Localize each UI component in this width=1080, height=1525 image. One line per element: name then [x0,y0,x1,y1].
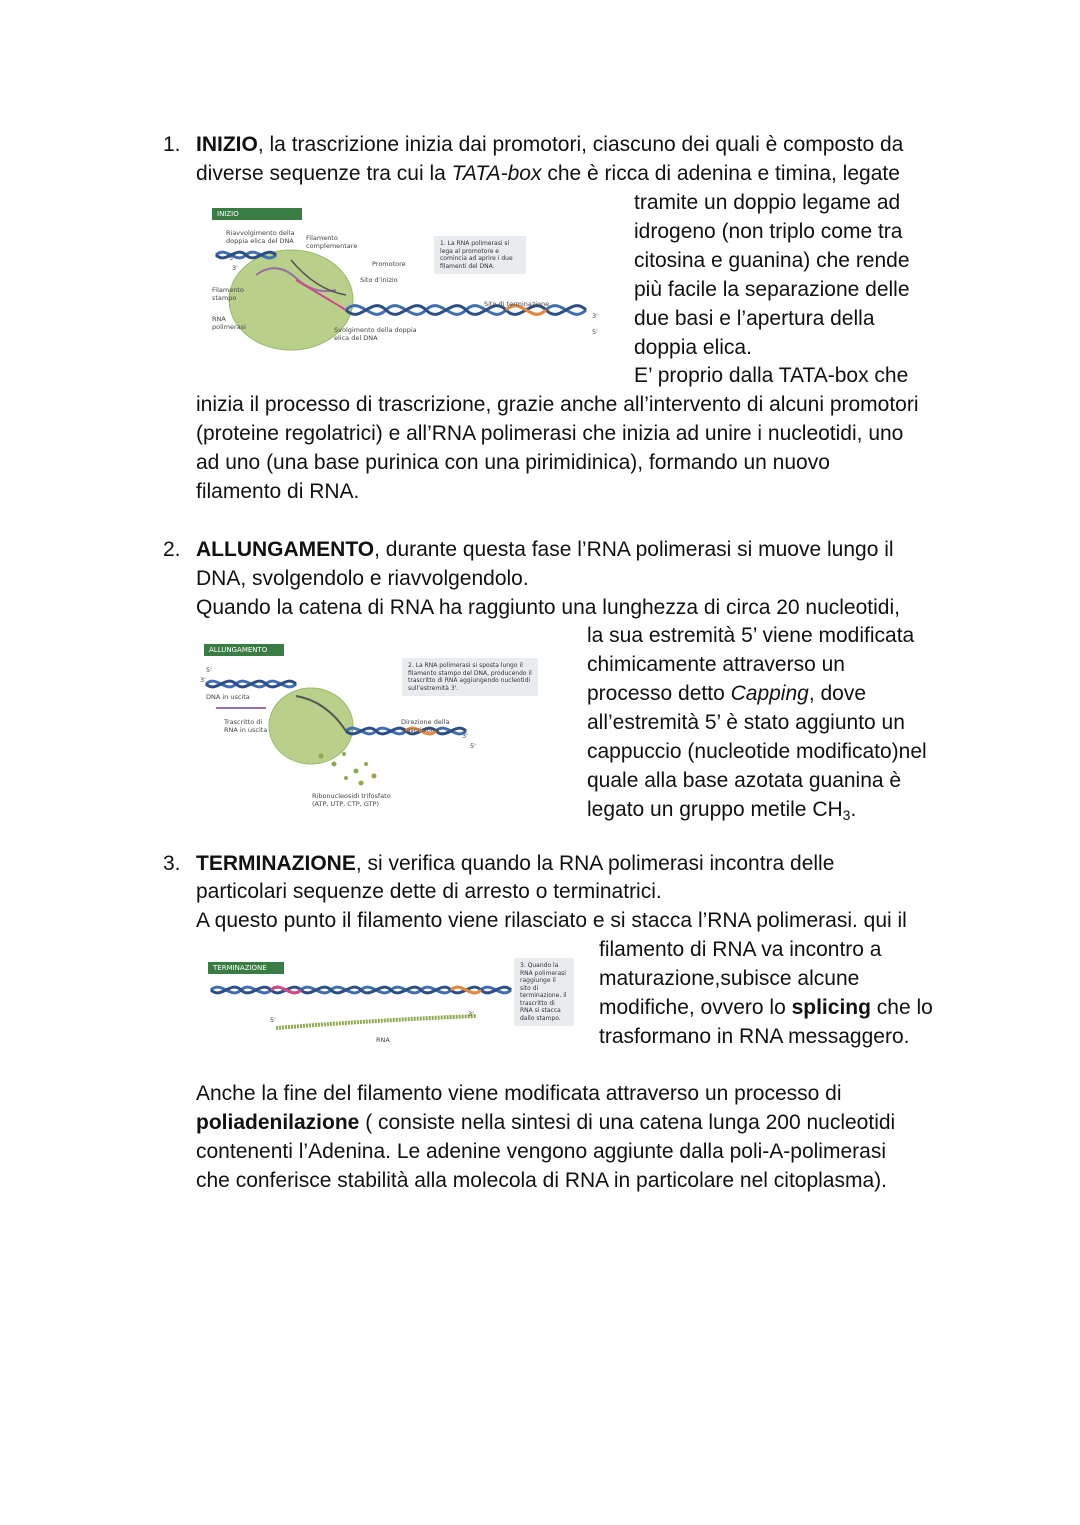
label-5prime-right: 5' [470,742,476,750]
terminazione-body-line: particolari sequenze dette di arresto o terminatrici. [196,880,662,903]
terminazione-heading: TERMINAZIONE [196,852,356,875]
allungamento-side-line: chimicamente attraverso un [587,653,845,676]
label-svolgimento: Svolgimento della doppia elica del DNA [334,326,417,342]
poliadenilazione-term: poliadenilazione [196,1111,360,1134]
label-3prime: 3' [468,1010,474,1018]
label-5prime-right: 5' [592,328,598,336]
label-polimerasi: RNA polimerasi [212,315,246,331]
label-3prime-right: 3' [592,312,598,320]
label-sito-inizio: Sito d’inizio [360,276,398,284]
poli-line-1: Anche la fine del filamento viene modificata attraverso un processo di [196,1082,842,1105]
allungamento-body-line: DNA, svolgendolo e riavvolgendolo. [196,567,529,590]
label-complementare: Filamento complementare [306,234,358,250]
terminazione-note: 3. Quando la RNA polimerasi raggiunge il sito di terminazione, il trascritto di RNA si stacca dallo stampo. [514,958,574,1026]
label-5prime: 5' [270,1016,276,1024]
inizio-line-2: diverse sequenze tra cui la TATA-box che è ricca di adenina e timina, legate [196,162,900,185]
label-ribonucleosidi: Ribonucleosidi trifosfato (ATP, UTP, CTP, GTP) [312,792,391,808]
inizio-body-line: inizia il processo di trascrizione, grazie anche all’intervento di alcuni promotori [196,393,919,416]
inizio-side-line: doppia elica. [634,336,752,359]
inizio-line-1: INIZIO, la trascrizione inizia dai promotori, ciascuno dei quali è composto da [196,133,904,156]
inizio-side-line: più facile la separazione delle [634,278,910,301]
label-promotore: Promotore [372,260,406,268]
inizio-figure [196,200,606,360]
inizio-side-line: due basi e l’apertura della [634,307,875,330]
poli-line: che conferisce stabilità alla molecola di RNA in particolare nel citoplasma). [196,1169,887,1192]
inizio-heading: INIZIO [196,133,258,156]
allungamento-line-1: ALLUNGAMENTO, durante questa fase l’RNA polimerasi si muove lungo il [196,538,894,561]
allungamento-capping-line: processo detto Capping, dove [587,682,867,705]
terminazione-splicing-line: modifiche, ovvero lo splicing che lo [599,996,933,1019]
inizio-body-line: filamento di RNA. [196,480,360,503]
inizio-side-line: citosina e guanina) che rende [634,249,910,272]
label-3prime-right: 3' [462,732,468,740]
label-3prime: 3' [200,676,206,684]
inizio-side-line: tramite un doppio legame ad [634,191,901,214]
terminazione-body-line: A questo punto il filamento viene rilasciato e si stacca l’RNA polimerasi. qui il [196,909,907,932]
allungamento-side-line: la sua estremità 5’ viene modificata [587,624,915,647]
label-3prime: 3' [232,264,238,272]
poli-line-2: poliadenilazione ( consiste nella sintesi di una catena lunga 200 nucleotidi [196,1111,896,1134]
list-number-2: 2. [163,538,181,561]
inizio-side-line: E’ proprio dalla TATA-box che [634,364,909,387]
label-terminazione: Sito di terminazione [484,300,550,308]
terminazione-figure [196,950,586,1050]
terminazione-side-line: filamento di RNA va incontro a [599,938,882,961]
poli-line: contenenti l’Adenina. Le adenine vengono aggiunte dalla poli-A-polimerasi [196,1140,886,1163]
inizio-body-line: (proteine regolatrici) e all’RNA polimerasi che inizia ad unire i nucleotidi, uno [196,422,904,445]
list-number-1: 1. [163,133,181,156]
allungamento-figure [196,636,546,816]
terminazione-figure-tag: TERMINAZIONE [208,962,284,974]
list-number-3: 3. [163,852,181,875]
allungamento-side-line: all’estremità 5’ è stato aggiunto un [587,711,905,734]
inizio-body-line: ad uno (una base purinica con una pirimidinica), formando un nuovo [196,451,830,474]
label-rna: RNA [376,1036,390,1044]
allungamento-heading: ALLUNGAMENTO [196,538,375,561]
terminazione-side-line: maturazione,subisce alcune [599,967,860,990]
terminazione-side-line: trasformano in RNA messaggero. [599,1025,910,1048]
label-riavvolgimento: Riavvolgimento della doppia elica del DNA [226,229,295,245]
label-5prime: 5' [206,666,212,674]
inizio-figure-tag: INIZIO [212,208,302,220]
label-stampo: Filamento stampo [212,286,244,302]
allungamento-body-line: Quando la catena di RNA ha raggiunto una lunghezza di circa 20 nucleotidi, [196,596,900,619]
allungamento-last-line: legato un gruppo metile $CH_3$. [587,798,857,823]
label-dna-uscita: DNA in uscita [206,693,250,701]
label-5prime: 5' [229,254,235,262]
allungamento-note: 2. La RNA polimerasi si sposta lungo il filamento stampo del DNA, producendo il trascritto di RNA aggiungendo nucleotidi sull’estremità 3'. [402,658,538,696]
allungamento-side-line: cappuccio (nucleotide modificato)nel [587,740,927,763]
label-direzione: Direzione della trascrizione [401,718,450,734]
allungamento-figure-tag: ALLUNGAMENTO [204,644,284,656]
inizio-note: 1. La RNA polimerasi si lega al promotore e comincia ad aprire i due filamenti del DNA. [434,236,526,274]
terminazione-line-1: TERMINAZIONE, si verifica quando la RNA polimerasi incontra delle [196,852,835,875]
inizio-side-line: idrogeno (non triplo come tra [634,220,903,243]
label-trascritto: Trascritto di RNA in uscita [224,718,268,734]
allungamento-side-line: quale alla base azotata guanina è [587,769,902,792]
